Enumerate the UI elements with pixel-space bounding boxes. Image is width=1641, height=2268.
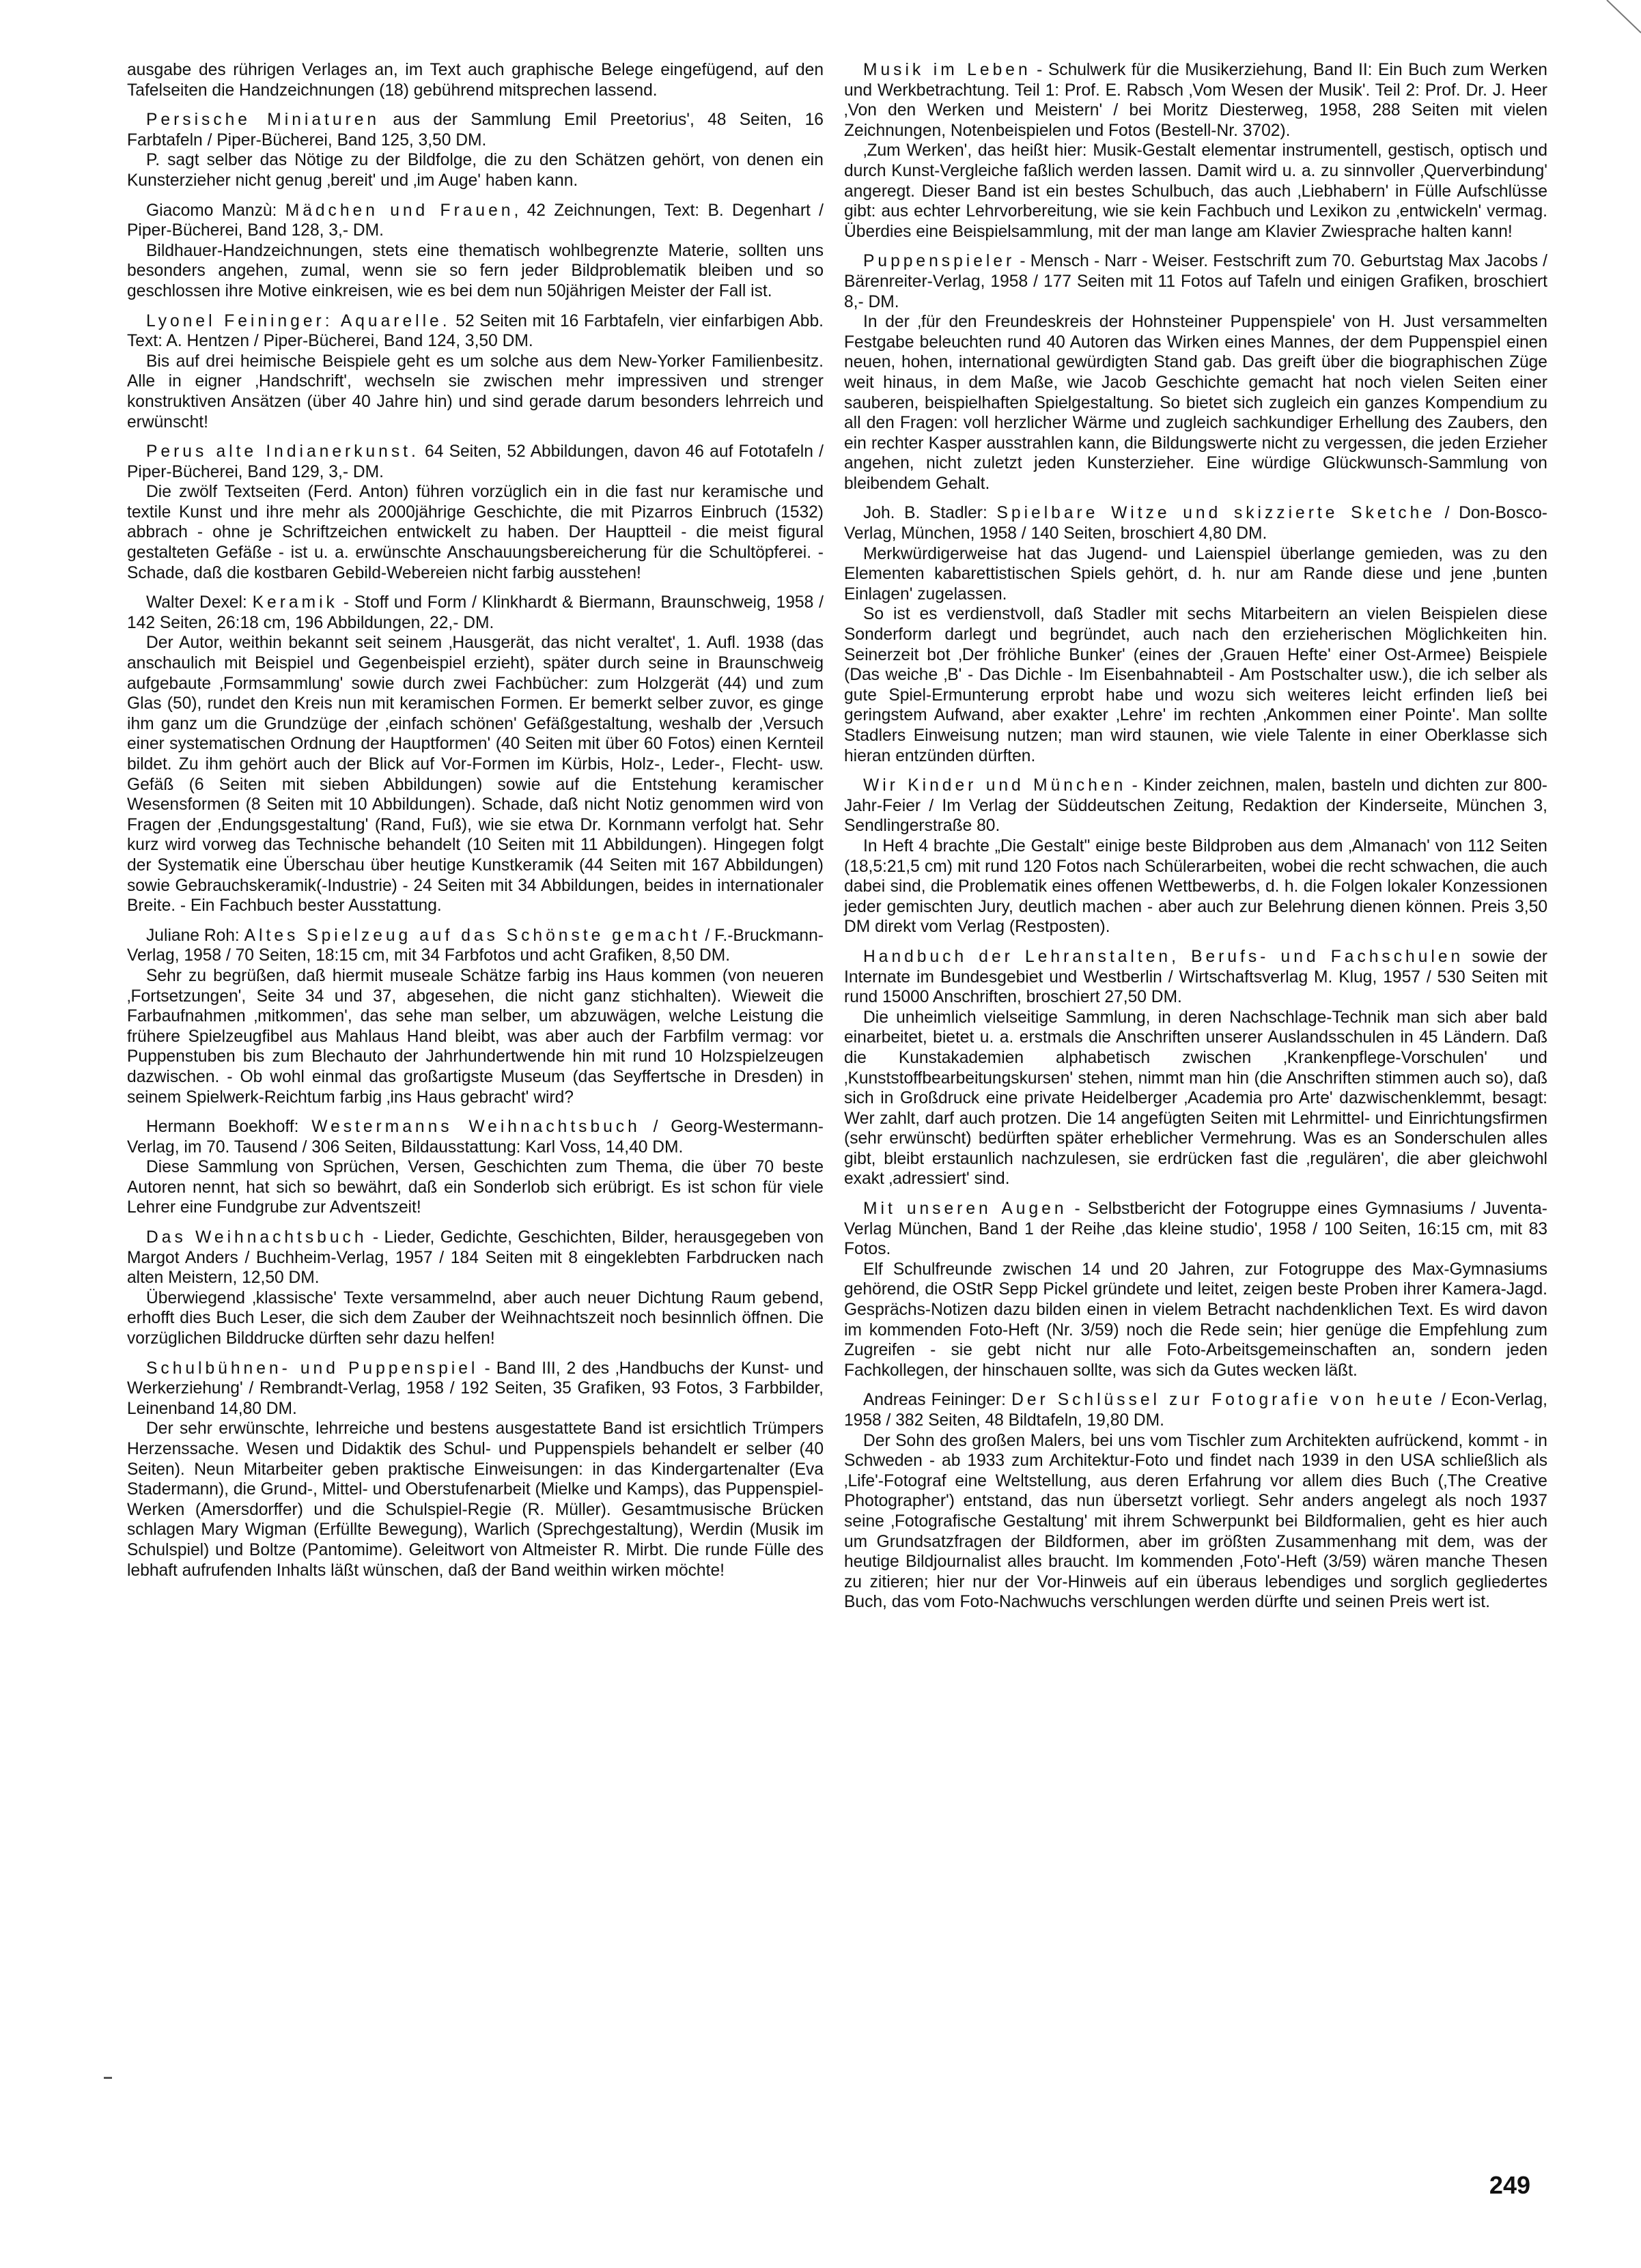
review-heading	[844, 503, 1547, 543]
review-paragraph: Bildhauer-Handzeichnungen, stets eine thematisch wohlbegrenzte Materie, sollten uns besonders angehen, zumal, wenn sie so fern jeder Bildproblematik bleiben und so geschlossen ihre Motive einkreisen, wie es bei dem nun 50jährigen Meister der Fall ist.	[127, 241, 824, 300]
review-paragraph: ausgabe des rührigen Verlages an, im Text auch graphische Belege eingefügend, auf den Tafelseiten die Handzeichnungen (18) gebührend mitsprechen lassend.	[127, 61, 824, 100]
review-paragraph: Elf Schulfreunde zwischen 14 und 20 Jahren, zur Fotogruppe des Max-Gymnasiums gehörend, die OStR Sepp Pickel gründete und leitet, zeigen beste Proben ihrer Kamera-Jagd. Gesprächs-Notizen dazu bilden einen in vielem Betracht nachdenklichen Text. Es wird davon im kommenden Foto-Heft (Nr. 3/59) noch die Rede sein; hier genüge die Empfehlung zum Zugreifen - sie gebt nicht nur alle Foto-Arbeitsgemeinschaften an, sondern jeden Fachkollegen, der hinschauen sollte, was sich da Gutes wecken läßt.	[844, 1260, 1547, 1380]
review-heading	[127, 926, 824, 966]
review-publication: / Don-Bosco-Verlag, München, 1958 / 140 Seiten, broschiert 4,80 DM.	[844, 504, 1547, 543]
review-author: Joh. B. Stadler:	[863, 504, 997, 523]
review-entry	[127, 1228, 824, 1349]
review-publication: - Stoff und Form / Klinkhardt & Biermann, Braunschweig, 1958 / 142 Seiten, 26:18 cm, 196 Abbildungen, 22,- DM.	[127, 593, 824, 632]
review-title: Keramik	[252, 593, 338, 612]
review-heading	[844, 60, 1547, 141]
review-publication: - Lieder, Gedichte, Geschichten, Bilder, herausgegeben von Margot Anders / Buchheim-Verlag, 1957 / 184 Seiten mit 8 eingeklebten Farbdrucken nach alten Meistern, 12,50 DM.	[127, 1228, 824, 1288]
review-publication: aus der Sammlung Emil Preetorius', 48 Seiten, 16 Farbtafeln / Piper-Bücherei, Band 125, 3,50 DM.	[127, 111, 824, 150]
review-title: Persische Miniaturen	[146, 111, 380, 130]
review-title: Das Weihnachtsbuch	[146, 1228, 367, 1247]
review-entry	[127, 442, 824, 583]
review-paragraph: Die zwölf Textseiten (Ferd. Anton) führen vorzüglich ein in die fast nur keramische und textile Kunst und ihre mehr als 2000jährige Geschichte, die mit Pizarros Einbruch (1532) abbrach - ohne je Schriftzeichen entwickelt zu haben. Der Hauptteil - die meist figural gestalteten Gefäße - ist u. a. erwünschte Anschauungsbereicherung für die Schultöpferei. - Schade, daß die kostbaren Gebild-Webereien nicht farbig ausstehen!	[127, 483, 824, 582]
right-column	[844, 60, 1547, 1622]
review-title: Musik im Leben	[863, 61, 1031, 79]
review-entry	[844, 1390, 1547, 1613]
review-author: Juliane Roh:	[146, 926, 244, 945]
review-author: Andreas Feininger:	[863, 1391, 1012, 1410]
review-paragraph: Die unheimlich vielseitige Sammlung, in deren Nachschlage-Technik man sich aber bald einarbeitet, bietet u. a. erstmals die Anschriften unserer Auslandsschulen in 45 Ländern. Daß die Kunstakademien alphabetisch zwischen ‚Krankenpflege-Vorschulen' und ‚Kunststoffbearbeitungskursen' stehen, nimmt man hin (die Anschriften stimmen auch so), daß sich in Großdruck eine private Heidelberger ‚Academia pro Arte' dazwischenklemmt, besagt: Wer zahlt, darf auch protzen. Die 14 angefügten Seiten mit Lehrmittel- und Einrichtungsfirmen (sehr erwünscht) bedürften später erheblicher Vermehrung. Was es an Sonderschulen alles gibt, bleibt erstaunlich nachzulesen, sie erdrücken fast die ‚regulären', die aber gleichwohl exakt ‚adressiert' sind.	[844, 1008, 1547, 1189]
review-entry	[127, 926, 824, 1107]
review-paragraph: Merkwürdigerweise hat das Jugend- und Laienspiel überlange gemieden, was zu den Elementen kabarettistischen Spiels gehört, d. h. nur am Rande diese und jene ‚bunten Einlagen' zugelassen.	[844, 544, 1547, 604]
review-publication: 52 Seiten mit 16 Farbtafeln, vier einfarbigen Abb. Text: A. Hentzen / Piper-Bücherei, Band 124, 3,50 DM.	[127, 311, 824, 351]
review-entry	[127, 593, 824, 916]
review-heading	[127, 1359, 824, 1419]
review-title: Spielbare Witze und skizzierte Sketche	[996, 504, 1435, 523]
review-entry	[127, 110, 824, 190]
review-publication: - Band III, 2 des ‚Handbuchs der Kunst- und Werkerziehung' / Rembrandt-Verlag, 1958 / 192 Seiten, 35 Grafiken, 93 Fotos, 3 Farbbilder, Leinenband 14,80 DM.	[127, 1359, 824, 1418]
review-title: Altes Spielzeug auf das Schönste gemacht	[244, 926, 701, 945]
review-entry	[844, 251, 1547, 494]
review-heading	[127, 110, 824, 150]
review-paragraph: Bis auf drei heimische Beispiele geht es um solche aus dem New-Yorker Familienbesitz. Alle in eigner ‚Handschrift', wechseln sie zwischen mehr impressiven und strenger konstruktiven Ansätzen (über 40 Jahre hin) und sind gerade darum besonders lehrreich und erwünscht!	[127, 352, 824, 431]
margin-mark	[104, 2077, 112, 2079]
review-publication: 64 Seiten, 52 Abbildungen, davon 46 auf Fototafeln / Piper-Bücherei, Band 129, 3,- DM.	[127, 442, 824, 481]
review-publication: / F.-Bruckmann-Verlag, 1958 / 70 Seiten, 18:15 cm, mit 34 Farbfotos und acht Grafiken, 8,50 DM.	[127, 926, 824, 965]
review-title: Westermanns Weihnachtsbuch	[311, 1118, 641, 1137]
review-entry	[844, 1199, 1547, 1380]
review-title: Perus alte Indianerkunst.	[146, 442, 419, 462]
review-entry	[127, 311, 824, 433]
review-paragraph: Diese Sammlung von Sprüchen, Versen, Geschichten zum Thema, die über 70 beste Autoren nennt, hat sich so bewährt, daß ein Sonderlob sich erübrigt. Es ist schon für viele Lehrer eine Fundgrube zur Adventszeit!	[127, 1158, 824, 1217]
review-heading	[127, 311, 824, 352]
review-publication: - Kinder zeichnen, malen, basteln und dichten zur 800-Jahr-Feier / Im Verlag der Süddeutschen Zeitung, Redaktion der Kinderseite, München 3, Sendlingerstraße 80.	[844, 776, 1547, 836]
review-heading	[127, 201, 824, 241]
review-paragraph: Überwiegend ‚klassische' Texte versammelnd, aber auch neuer Dichtung Raum gebend, erhofft dies Buch Leser, die sich dem Zauber der Weihnachtszeit noch besinnlich öffnen. Die vorzüglichen Bilddrucke dürften sehr dazu helfen!	[127, 1288, 824, 1348]
review-paragraph: Sehr zu begrüßen, daß hiermit museale Schätze farbig ins Haus kommen (von neueren ‚Fortsetzungen', Seite 34 und 37, abgesehen, die nicht ganz stichhalten). Wieweit die Farbaufnahmen ‚mitkommen', das sehe man selber, um abzuwägen, welche Leistung die frühere Spielzeugfibel aus Mahlaus Hand bleibt, was aber auch der Farbfilm vermag: vor Puppenstuben bis zum Blechauto der Jahrhundertwende hin mit rund 10 Holzspielzeugen dazwischen. - Ob wohl einmal das großartigste Museum (das Seyffertsche in Dresden) in seinem Spielwerk-Reichtum farbig ‚ins Haus gebracht' wird?	[127, 966, 824, 1107]
review-entry	[844, 776, 1547, 937]
review-heading	[127, 1117, 824, 1157]
page-number: 249	[1489, 2171, 1530, 2199]
review-paragraph: In Heft 4 brachte „Die Gestalt" einige beste Bildproben aus dem ‚Almanach' von 112 Seiten (18,5:21,5 cm) mit rund 120 Fotos nach Schülerarbeiten, wobei die recht schwachen, die auch dabei sind, die Problematik eines offenen Wettbewerbs, d. h. die Folgen lokaler Konzessionen jeder gemischten Jury, deutlich machen - aber auch zur Belehrung dienen können. Preis 3,50 DM direkt vom Verlag (Restposten).	[844, 836, 1547, 937]
review-entry	[127, 1359, 824, 1581]
review-paragraph: P. sagt selber das Nötige zu der Bildfolge, die zu den Schätzen gehört, von denen ein Kunsterzieher nicht genug ‚bereit' und ‚im Auge' haben kann.	[127, 151, 824, 190]
review-paragraph: Der sehr erwünschte, lehrreiche und bestens ausgestattete Band ist ersichtlich Trümpers Herzenssache. Wesen und Didaktik des Schul- und Puppenspiels behandelt er selber (40 Seiten). Neun Mitarbeiter geben praktische Einweisungen: in das Kindergartenalter (Eva Stadermann), die Grund-, Mittel- und Oberstufenarbeit (Mielke und Kamps), das Puppenspiel-Werken (Amersdorffer) und die Schulspiel-Regie (R. Müller). Gesamtmusische Brücken schlagen Mary Wigman (Erfüllte Bewegung), Warlich (Sprechgestaltung), Werdin (Musik im Schulspiel) und Boltze (Pantomime). Geleitwort von Altmeister R. Mirbt. Die runde Fülle des lebhaft aufrufenden Inhalts läßt wünschen, daß der Band weithin wirken möchte!	[127, 1419, 824, 1580]
review-title: Lyonel Feininger: Aquarelle.	[146, 311, 451, 330]
review-paragraph: In der ‚für den Freundeskreis der Hohnsteiner Puppenspiele' von H. Just versammelten Festgabe beleuchten rund 40 Autoren das Wirken eines Mannes, der dem Puppenspiel einen neuen, hohen, international gewürdigten Stand gab. Das greift über die biographischen Züge weit hinaus, in dem Maße, wie Jacob Geschichte gemacht hat noch vielen Seiten einer sauberen, beispielhaften Spielgestaltung. So bietet sich zugleich ein ganzes Kompendium zu all den Fragen: voll herzlicher Wärme und zugleich sachkundiger Erhellung des Zaubers, den ein rechter Kasper ausstrahlen kann, die Bildungswerte nicht zu vergessen, die jeden Erzieher angehen, nicht zuletzt jeden Kunsterzieher. Eine würdige Glückwunsch-Sammlung von bleibendem Gehalt.	[844, 313, 1547, 493]
review-paragraph: Der Sohn des großen Malers, bei uns vom Tischler zum Architekten aufrückend, kommt - in Schweden - ab 1933 zum Architektur-Foto und findet nach 1939 in den USA schließlich als ‚Life'-Fotograf eine Weltstellung, aus deren Erfahrung vor allem dies Buch (‚The Creative Photographer') entstand, das nun übersetzt vorliegt. Sehr anders angelegt als noch 1937 seine ‚Fotografische Gestaltung' mit ihrem Schwerpunkt bei Bildformalien, geht es hier auch um Grundsatzfragen der Bildformen, aber im größten Zusammenhang mit dem, was der heutige Bildjournalist alles braucht. Im kommenden ‚Foto'-Heft (3/59) wären manche Thesen zu zitieren; hier nur der Vor-Hinweis auf ein überaus lebendiges und sorglich gegliedertes Buch, das vom Foto-Nachwuchs verschlungen werden dürfte und seinen Preis wert ist.	[844, 1431, 1547, 1612]
review-title: Puppenspieler	[863, 252, 1015, 271]
review-heading	[844, 776, 1547, 836]
review-entry	[127, 60, 824, 100]
review-heading	[844, 1199, 1547, 1260]
review-author: Hermann Boekhoff:	[146, 1118, 312, 1137]
review-paragraph: So ist es verdienstvoll, daß Stadler mit sechs Mitarbeitern an vielen Beispielen diese Sonderform darlegt und begründet, auch nach den erzieherischen Möglichkeiten hin. Seinerzeit bot ‚Der fröhliche Bunker' (eines der ‚Grauen Hefte' einer Ost-Armee) Beispiele (Das weiche ‚B' - Das Dichle - Im Eisenbahnabteil - Am Postschalter usw.), die ich selber als gute Spiel-Ermunterung erprobt habe und wozu sich weiteres leicht erfinden ließ bei geringstem Aufwand, aber exakter ‚Lehre' im rechten ‚Ankommen einer Pointe'. Man sollte Stadlers Einweisung nutzen; man wird staunen, wie viele Talente in einer Oberklasse sich hieran entzünden dürften.	[844, 605, 1547, 765]
left-column	[127, 60, 824, 1590]
review-publication: - Mensch - Narr - Weiser. Festschrift zum 70. Geburtstag Max Jacobs / Bärenreiter-Verlag, 1958 / 177 Seiten mit 11 Fotos auf Tafeln und einigen Grafiken, broschiert 8,- DM.	[844, 252, 1547, 311]
review-heading	[844, 1390, 1547, 1430]
review-entry	[127, 1117, 824, 1218]
review-heading	[844, 947, 1547, 1008]
review-author: Walter Dexel:	[146, 593, 253, 612]
review-publication: , 42 Zeichnungen, Text: B. Degenhart / Piper-Bücherei, Band 128, 3,- DM.	[127, 201, 824, 240]
review-heading	[127, 1228, 824, 1288]
review-paragraph: Der Autor, weithin bekannt seit seinem ‚Hausgerät, das nicht veraltet', 1. Aufl. 1938 (das anschaulich mit Beispiel und Gegenbeispiel erzieht), später durch seine in Braunschweig aufgebaute ‚Formsammlung' sowie durch zwei Fachbücher: zum Holzgerät (44) und zum Glas (50), rundet den Kreis nun mit keramischen Formen. Er bemerkt selber zuvor, es ginge ihm ganz um die Grundzüge der ‚einfach schönen' Gefäßgestaltung, weshalb der ‚Versuch einer systematischen Ordnung der Hauptformen' (40 Seiten mit über 60 Fotos) einen Kernteil bildet. Zu ihm gehört auch der Blick auf Vor-Formen im Kürbis, Holz-, Leder-, Flecht- usw. Gefäß (6 Seiten mit sieben Abbildungen) sowie auf die Entstehung keramischer Wesensformen (8 Seiten mit 10 Abbildungen). Schade, daß nicht Notiz genommen wird von Fragen der ‚Endungsgestaltung' (Rand, Fuß), wie sie etwa Dr. Kornmann verfolgt hat. Sehr kurz wird vorweg das Technische behandelt (10 Seiten mit 11 Abbildungen). Hingegen folgt der Systematik eine Überschau über heutige Kunstkeramik (44 Seiten mit 167 Abbildungen) sowie Gebrauchskeramik(-Industrie) - 24 Seiten mit 34 Abbildungen, beides in internationaler Breite. - Ein Fachbuch bester Ausstattung.	[127, 634, 824, 916]
review-entry	[844, 947, 1547, 1189]
corner-fold-mark	[1593, 0, 1641, 48]
review-paragraph: ‚Zum Werken', das heißt hier: Musik-Gestalt elementar instrumentell, gestisch, optisch und durch Kunst-Vergleiche faßlich werden lassen. Damit wird u. a. zu sinnvoller ‚Querverbindung' angeregt. Dieser Band ist ein bestes Schulbuch, das auch ‚Liebhabern' in Fülle Aufschlüsse gibt: aus echter Lehrvorbereitung, wie sie kein Fachbuch und Lexikon zu ‚entwickeln' vermag. Überdies eine Beispielsammlung, mit der man lange am Klavier Zwiesprache halten kann!	[844, 141, 1547, 241]
review-heading	[844, 251, 1547, 312]
review-title: Der Schlüssel zur Fotografie von heute	[1011, 1391, 1436, 1410]
review-entry	[844, 503, 1547, 766]
review-heading	[127, 593, 824, 633]
review-entry	[127, 201, 824, 302]
review-publication: - Selbstbericht der Fotogruppe eines Gymnasiums / Juventa-Verlag München, Band 1 der Reihe ‚das kleine studio', 1958 / 100 Seiten, 16:15 cm, mit 83 Fotos.	[844, 1200, 1547, 1259]
review-title: Mädchen und Frauen	[285, 201, 514, 220]
review-publication: / Georg-Westermann-Verlag, im 70. Tausend / 306 Seiten, Bildausstattung: Karl Voss, 14,40 DM.	[127, 1118, 824, 1157]
review-heading	[127, 442, 824, 482]
review-publication: sowie der Internate im Bundesgebiet und Westberlin / Wirtschaftsverlag M. Klug, 1957 / 530 Seiten mit rund 15000 Anschriften, broschiert 27,50 DM.	[844, 947, 1547, 1007]
review-entry	[844, 60, 1547, 242]
review-publication: / Econ-Verlag, 1958 / 382 Seiten, 48 Bildtafeln, 19,80 DM.	[844, 1391, 1547, 1430]
review-author: Giacomo Manzù:	[146, 201, 285, 220]
review-title: Schulbühnen- und Puppenspiel	[146, 1359, 479, 1378]
review-publication: - Schulwerk für die Musikerziehung, Band II: Ein Buch zum Werken und Werkbetrachtung. Teil 1: Prof. E. Rabsch ‚Vom Wesen der Musik'. Teil 2: Prof. Dr. J. Heer ‚Von den Werken und Meistern' / bei Moritz Diesterweg, 1958, 288 Seiten mit vielen Zeichnungen, Notenbeispielen und Fotos (Bestell-Nr. 3702).	[844, 61, 1547, 140]
review-title: Wir Kinder und München	[863, 776, 1127, 795]
review-title: Handbuch der Lehranstalten, Berufs- und Fachschulen	[863, 947, 1464, 966]
review-title: Mit unseren Augen	[863, 1200, 1067, 1219]
